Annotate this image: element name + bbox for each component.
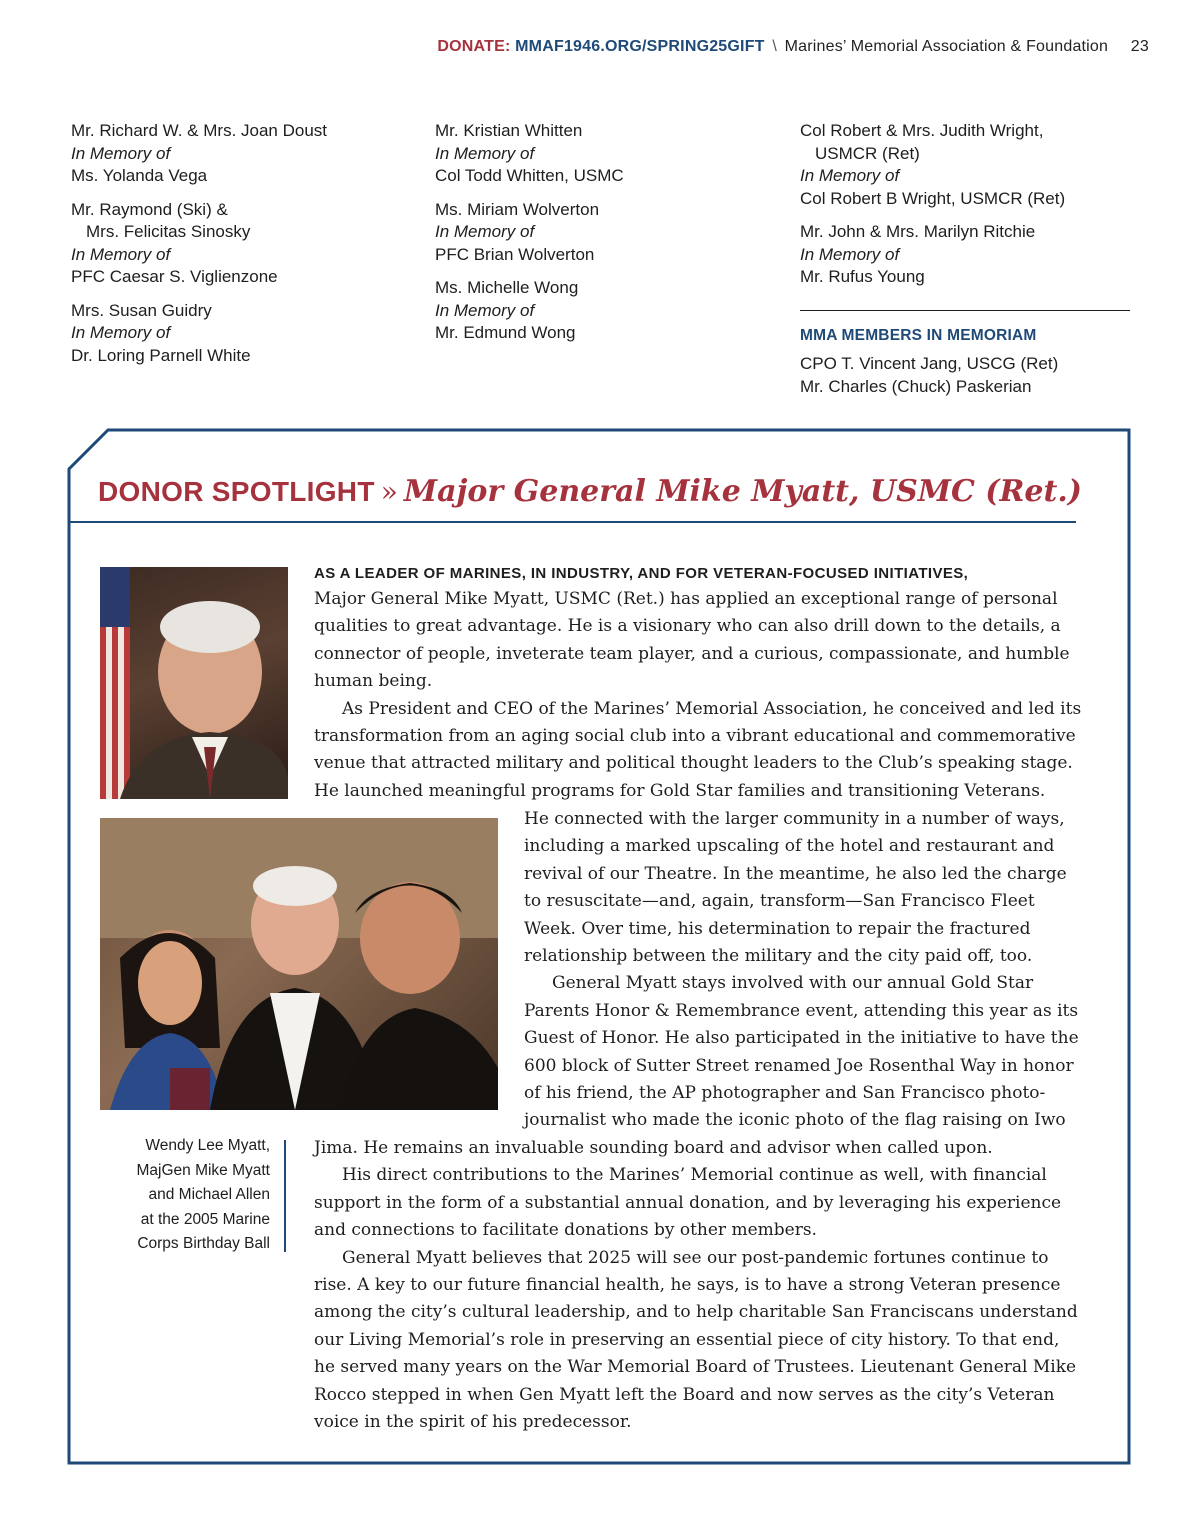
article-line: Major General Mike Myatt, USMC (Ret.) has applied an exceptional range of personal	[314, 589, 1058, 609]
article-line: voice in the spirit of his predecessor.	[314, 1412, 632, 1433]
caption-line: and Michael Allen	[148, 1186, 270, 1203]
article-line: he served many years on the War Memorial Board of Trustees. Lieutenant General Mike	[314, 1357, 1077, 1378]
article-line: among the city’s cultural leadership, and to help charitable San Franciscans understand	[314, 1302, 1078, 1323]
portrait-photo	[100, 567, 288, 799]
honoree-name: Mr. Rufus Young	[800, 267, 925, 286]
honoree-name: Col Robert B Wright, USMCR (Ret)	[800, 188, 1066, 208]
donate-label: DONATE:	[437, 38, 511, 55]
article-line: human being.	[314, 671, 433, 692]
in-memory-label: In Memory of	[71, 244, 171, 264]
article-block-2	[524, 806, 1079, 1135]
photo-caption	[100, 1134, 270, 1257]
honoree-name: Col Todd Whitten, USMC	[435, 166, 624, 185]
spotlight-label: DONOR SPOTLIGHT	[98, 476, 375, 507]
in-memory-label: In Memory of	[71, 323, 171, 342]
caption-rule	[284, 1140, 286, 1252]
in-memory-label: In Memory of	[435, 300, 535, 320]
in-memory-label: In Memory of	[800, 166, 900, 185]
mma-memoriam-heading: MMA MEMBERS IN MEMORIAM	[800, 326, 1037, 344]
organization-name: Marines’ Memorial Association & Foundation	[784, 38, 1109, 55]
article-line: revival of our Theatre. In the meantime, he also led the charge	[524, 863, 1067, 884]
article-line: General Myatt stays involved with our annual Gold Star	[552, 973, 1034, 994]
article-line: journalist who made the iconic photo of the flag raising on Iwo	[524, 1110, 1066, 1131]
article-line: Parents Honor & Remembrance event, attending this year as its	[524, 1000, 1079, 1021]
article-block-1	[314, 562, 1081, 805]
article-line: He connected with the larger community in a number of ways,	[524, 809, 1065, 829]
donor-spotlight-heading	[98, 474, 1082, 509]
article-line: and connections to facilitate donations by other members.	[314, 1220, 817, 1241]
honoree-name: PFC Brian Wolverton	[435, 244, 595, 264]
donor-name: Mrs. Susan Guidry	[71, 300, 212, 320]
honoree-name: PFC Caesar S. Viglienzone	[71, 267, 278, 286]
donor-name: Mr. Richard W. & Mrs. Joan Doust	[71, 121, 328, 140]
article-line: Jima. He remains an invaluable sounding board and advisor when called upon.	[314, 1138, 993, 1158]
honoree-name: Dr. Loring Parnell White	[71, 345, 251, 365]
article-line: our Living Memorial’s role in preserving an essential piece of city history. To that end,	[314, 1329, 1060, 1350]
article-line: Week. Over time, his determination to repair the fractured	[524, 918, 1031, 939]
article-line: support in the form of a substantial annual donation, and by leveraging his experience	[314, 1192, 1062, 1213]
chevron-right-icon: »	[380, 475, 398, 508]
article-line: Guest of Honor. He also participated in the initiative to have the	[524, 1028, 1079, 1049]
honoree-name: Ms. Yolanda Vega	[71, 166, 208, 185]
article-line: Rocco stepped in when Gen Myatt left the Board and now serves as the city’s Veteran	[314, 1384, 1055, 1405]
donor-name: Mr. John & Mrs. Marilyn Ritchie	[800, 222, 1036, 241]
group-photo	[100, 818, 498, 1110]
memoriam-name: CPO T. Vincent Jang, USCG (Ret)	[800, 354, 1059, 373]
caption-line: Corps Birthday Ball	[137, 1235, 270, 1252]
donor-name: Mr. Raymond (Ski) &	[71, 199, 228, 219]
donor-name: Mr. Kristian Whitten	[435, 121, 583, 140]
in-memory-label: In Memory of	[435, 222, 535, 241]
memoriam-name: Mr. Charles (Chuck) Paskerian	[800, 376, 1032, 396]
article-line: General Myatt believes that 2025 will see our post-pandemic fortunes continue to	[342, 1247, 1049, 1268]
donor-name-cont: USMCR (Ret)	[815, 143, 920, 163]
caption-line: at the 2005 Marine	[140, 1210, 270, 1228]
donor-name-cont: Mrs. Felicitas Sinosky	[86, 222, 251, 241]
donor-name: Ms. Miriam Wolverton	[435, 199, 600, 219]
article-line: to resuscitate—and, again, transform—San Francisco Fleet	[524, 891, 1035, 912]
in-memory-label: In Memory of	[800, 244, 900, 264]
donate-url-link[interactable]: MMAF1946.ORG/SPRING25GIFT	[515, 38, 765, 55]
article-lead: AS A LEADER OF MARINES, IN INDUSTRY, AND FOR VETERAN-FOCUSED INITIATIVES,	[314, 565, 969, 582]
article-line: relationship between the military and the city paid off, too.	[524, 946, 1033, 967]
caption-line: Wendy Lee Myatt,	[145, 1137, 270, 1154]
honoree-name: Mr. Edmund Wong	[435, 323, 576, 342]
in-memory-label: In Memory of	[71, 143, 171, 163]
article-line: connector of people, inveterate team player, and a curious, compassionate, and humble	[314, 643, 1070, 664]
in-memory-label: In Memory of	[435, 143, 535, 163]
caption-line: MajGen Mike Myatt	[136, 1161, 270, 1179]
article-line: As President and CEO of the Marines’ Memorial Association, he conceived and led its	[342, 698, 1082, 719]
article-line: qualities to great advantage. He is a visionary who can also drill down to the details, a	[314, 616, 1061, 637]
article-line: of his friend, the AP photographer and San Francisco photo-	[524, 1083, 1046, 1104]
donor-name: Ms. Michelle Wong	[435, 278, 579, 297]
donor-name: Col Robert & Mrs. Judith Wright,	[800, 121, 1044, 140]
article-line: including a marked upscaling of the hotel and restaurant and	[524, 836, 1055, 857]
article-line: He launched meaningful programs for Gold Star families and transitioning Veterans.	[314, 780, 1046, 801]
article-line: rise. A key to our future financial health, he says, is to have a strong Veteran presence	[314, 1275, 1061, 1296]
article-line: transformation from an aging social club into a vibrant educational and commemorative	[314, 726, 1076, 747]
page-number: 23	[1130, 38, 1149, 55]
spotlight-name: Major General Mike Myatt, USMC (Ret.)	[403, 474, 1082, 509]
article-line: 600 block of Sutter Street renamed Joe Rosenthal Way in honor	[524, 1055, 1074, 1076]
article-block-3	[314, 1135, 1078, 1436]
article-line: venue that attracted military and political thought leaders to the Club’s speaking stage.	[314, 753, 1073, 774]
article-line: His direct contributions to the Marines’ Memorial continue as well, with financial	[342, 1165, 1047, 1186]
header-separator: \	[772, 38, 777, 55]
